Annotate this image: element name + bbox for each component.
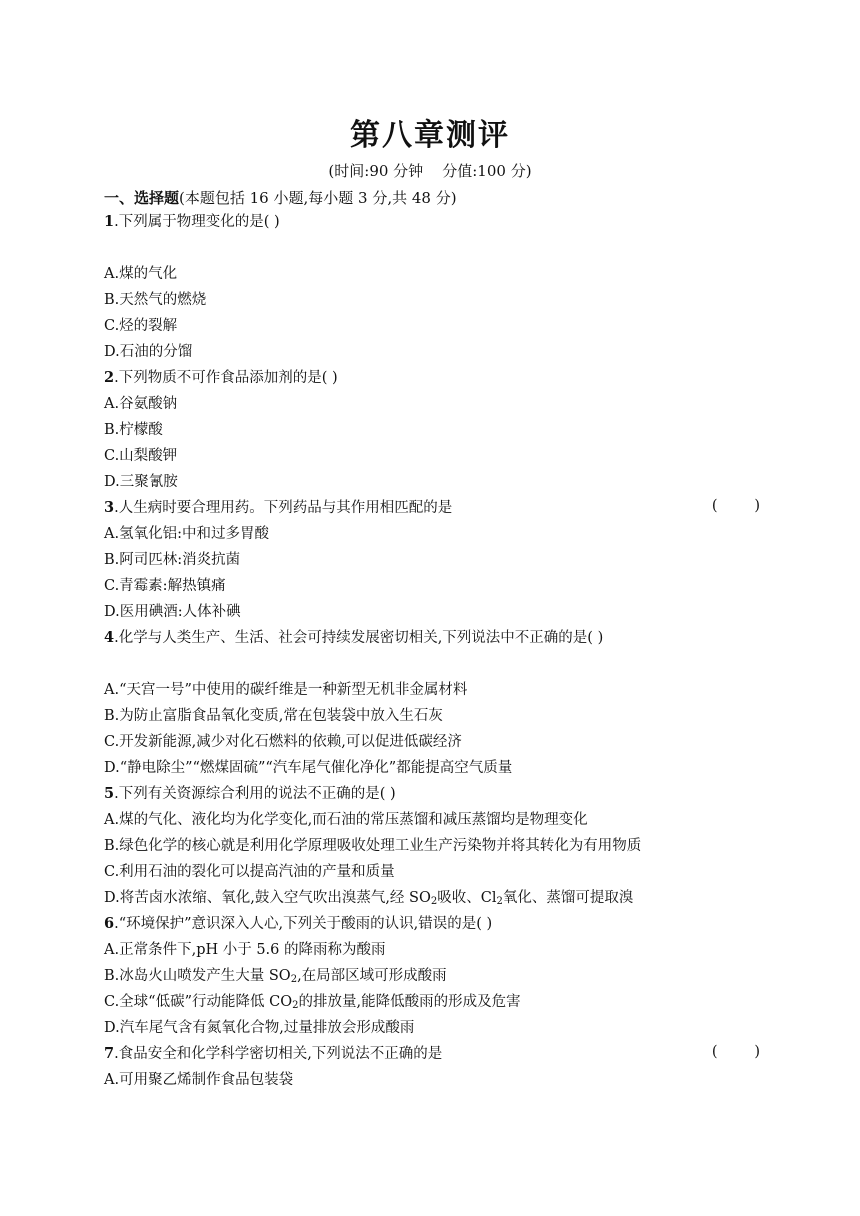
question-6-option-d: D.汽车尾气含有氮氧化合物,过量排放会形成酸雨 (104, 1020, 415, 1036)
question-number: 1 (104, 213, 115, 230)
question-3-option-b: B.阿司匹林:消炎抗菌 (104, 552, 241, 568)
exam-info: (时间:90 分钟 分值:100 分) (328, 162, 532, 180)
question-5-option-d: D.将苦卤水浓缩、氧化,鼓入空气吹出溴蒸气,经 $SO_2$吸收、$Cl_2$氧化、蒸馏可提取溴 (104, 890, 634, 907)
question-3-option-c: C.青霉素:解热镇痛 (104, 578, 226, 594)
question-2-option-a: A.谷氨酸钠 (104, 396, 178, 412)
question-2-option-b: B.柠檬酸 (104, 422, 163, 438)
question-text: .“环境保护”意识深入人心,下列关于酸雨的认识,错误的是( ) (114, 916, 493, 932)
question-5-option-c: C.利用石油的裂化可以提高汽油的产量和质量 (104, 864, 395, 880)
question-number: 3 (104, 499, 115, 516)
question-4-option-b: B.为防止富脂食品氧化变质,常在包装袋中放入生石灰 (104, 708, 443, 724)
answer-blank: ( ) (711, 498, 760, 514)
question-6-stem (104, 914, 764, 934)
question-6-option-c: C.全球“低碳”行动能降低 $CO_2$的排放量,能降低酸雨的形成及危害 (104, 994, 521, 1011)
question-1-option-c: C.烃的裂解 (104, 318, 178, 334)
question-7-option-a: A.可用聚乙烯制作食品包装袋 (104, 1072, 294, 1088)
question-5-option-b: B.绿色化学的核心就是利用化学原理吸收处理工业生产污染物并将其转化为有用物质 (104, 838, 642, 854)
question-text: .下列属于物理变化的是( ) (114, 214, 280, 230)
question-text: .食品安全和化学科学密切相关,下列说法不正确的是 (114, 1046, 443, 1062)
question-text: .下列物质不可作食品添加剂的是( ) (114, 370, 338, 386)
question-3-stem (104, 498, 764, 518)
question-number: 6 (104, 915, 115, 932)
question-number: 4 (104, 629, 115, 646)
question-5-stem (104, 784, 764, 804)
question-number: 2 (104, 369, 115, 386)
question-text: .人生病时要合理用药。下列药品与其作用相匹配的是 (114, 500, 453, 516)
question-2-stem (104, 368, 764, 388)
page-title: 第八章测评 (350, 118, 510, 153)
question-1-option-d: D.石油的分馏 (104, 344, 193, 360)
question-text: .化学与人类生产、生活、社会可持续发展密切相关,下列说法中不正确的是( ) (114, 630, 604, 646)
question-6-option-b: B.冰岛火山喷发产生大量 $SO_2$,在局部区域可形成酸雨 (104, 968, 447, 985)
question-4-option-d: D.“静电除尘”“燃煤固硫”“汽车尾气催化净化”都能提高空气质量 (104, 760, 513, 776)
question-3-option-a: A.氢氧化铝:中和过多胃酸 (104, 526, 269, 542)
question-2-option-c: C.山梨酸钾 (104, 448, 178, 464)
question-number: 7 (104, 1045, 115, 1062)
section-heading (104, 187, 457, 208)
question-1-option-b: B.天然气的燃烧 (104, 292, 207, 308)
section-title: 一、选择题 (104, 189, 180, 207)
question-2-option-d: D.三聚氰胺 (104, 474, 178, 490)
question-1-option-a: A.煤的气化 (104, 266, 178, 282)
question-text: .下列有关资源综合利用的说法不正确的是( ) (114, 786, 396, 802)
section-note: (本题包括 16 小题,每小题 3 分,共 48 分) (179, 189, 457, 207)
question-4-option-c: C.开发新能源,减少对化石燃料的依赖,可以促进低碳经济 (104, 734, 462, 750)
question-3-option-d: D.医用碘酒:人体补碘 (104, 604, 241, 620)
question-5-option-a: A.煤的气化、液化均为化学变化,而石油的常压蒸馏和减压蒸馏均是物理变化 (104, 812, 588, 828)
question-7-stem (104, 1044, 764, 1064)
question-1-stem (104, 212, 764, 232)
question-6-option-a: A.正常条件下,pH 小于 5.6 的降雨称为酸雨 (104, 942, 386, 958)
question-4-option-a: A.“天宫一号”中使用的碳纤维是一种新型无机非金属材料 (104, 682, 468, 698)
answer-blank: ( ) (711, 1044, 760, 1060)
question-4-stem (104, 628, 764, 648)
question-number: 5 (104, 785, 115, 802)
